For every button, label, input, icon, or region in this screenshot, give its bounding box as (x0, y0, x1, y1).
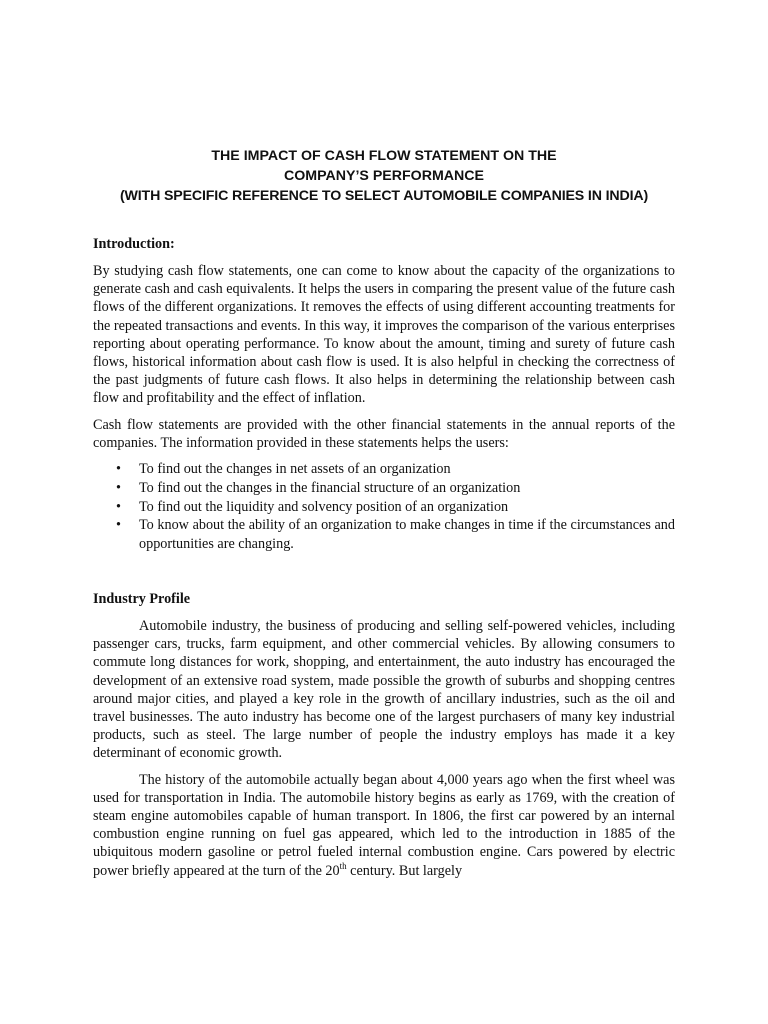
list-item (93, 460, 675, 479)
bullet-icon: • (116, 461, 121, 478)
introduction-paragraph-1: By studying cash flow statements, one can come to know about the capacity of the organizations to generate cash and cash equivalents. It helps the users in comparing the present value of the future cash flows of the different organizations. It removes the effects of using different accounting treatments for the repeated transactions and events. In this way, it improves the comparison of the various enterprises reporting about operating performance. To know about the amount, timing and surety of future cash flows, historical information about cash flow is used. It is also helpful in checking the correctness of the past judgments of future cash flows. It also helps in determining the relationship between cash flow and profitability and the effect of inflation. (93, 263, 675, 407)
document-title (93, 146, 675, 206)
title-line-2: COMPANY’S PERFORMANCE (284, 168, 484, 184)
industry-profile-heading: Industry Profile (93, 591, 191, 608)
ordinal-superscript: th (339, 860, 347, 871)
bullet-icon: • (116, 498, 121, 515)
industry-paragraph-2 (93, 771, 675, 880)
title-line-1: THE IMPACT OF CASH FLOW STATEMENT ON THE (211, 148, 557, 164)
industry-paragraph-2-main: The history of the automobile actually began about 4,000 years ago when the first wheel was used for transportation in India. The automobile history begins as early as 1769, with the creation of steam engine automobiles capable of human transport. In 1806, the first car powered by an internal combustion engine running on fuel gas appeared, which led to the introduction in 1885 of the ubiquitous modern gasoline or petrol fueled internal combustion engine. Cars powered by electric power briefly appeared at the turn of the 20 (93, 771, 675, 879)
industry-paragraph-1: Automobile industry, the business of producing and selling self-powered vehicles, including passenger cars, trucks, farm equipment, and other commercial vehicles. By allowing consumers to commute long distances for work, shopping, and entertainment, the auto industry has encouraged the development of an extensive road system, made possible the growth of suburbs and shopping centres around major cities, and played a key role in the growth of ancillary industries, such as the oil and travel businesses. The auto industry has become one of the largest purchasers of many key industrial products, such as steel. The large number of people the industry employs has made it a key determinant of economic growth. (93, 618, 675, 762)
list-item-text: To know about the ability of an organization to make changes in time if the circumstances and opportunities are changing. (139, 517, 675, 553)
list-item-text: To find out the changes in net assets of an organization (139, 461, 451, 478)
introduction-paragraph-2: Cash flow statements are provided with the other financial statements in the annual reports of the companies. The information provided in these statements helps the users: (93, 416, 675, 451)
bullet-icon: • (116, 517, 121, 534)
list-item (93, 516, 675, 554)
bullet-list (93, 460, 675, 554)
introduction-heading: Introduction: (93, 236, 175, 252)
bullet-icon: • (116, 479, 121, 496)
list-item-text: To find out the changes in the financial structure of an organization (139, 479, 521, 496)
list-item (93, 479, 675, 498)
industry-paragraph-2-tail: century. But largely (346, 862, 463, 879)
list-item (93, 498, 675, 517)
document-page (93, 146, 675, 880)
title-line-3: (WITH SPECIFIC REFERENCE TO SELECT AUTOMOBILE COMPANIES IN INDIA) (119, 188, 649, 204)
list-item-text: To find out the liquidity and solvency position of an organization (139, 498, 509, 515)
